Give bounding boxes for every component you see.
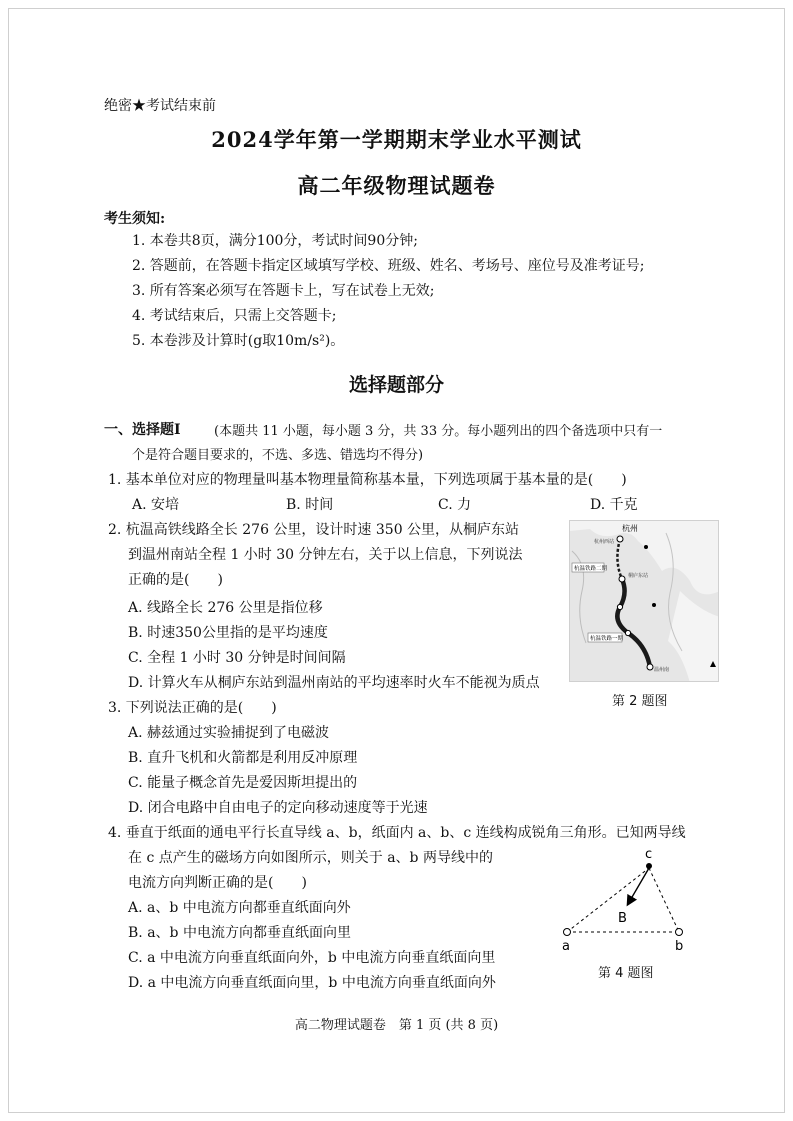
option: B. 时速350公里指的是平均速度 <box>128 625 328 641</box>
question-stem: 在 c 点产生的磁场方向如图所示，则关于 a、b 两导线中的 <box>128 850 493 866</box>
map-label-mid: 桐庐东站 <box>628 573 649 579</box>
question-stem: 正确的是( ) <box>128 572 223 588</box>
secret-label: 绝密★考试结束前 <box>104 98 216 114</box>
map-label-city: 杭州 <box>622 524 638 533</box>
option: D. 计算火车从桐庐东站到温州南站的平均速率时火车不能视为质点 <box>128 675 540 691</box>
page-footer: 高二物理试题卷 第 1 页 (共 8 页) <box>294 1018 499 1033</box>
point-a <box>564 929 571 936</box>
field-arrow <box>628 868 649 904</box>
notice-item: 1. 本卷共8页，满分100分，考试时间90分钟; <box>132 233 418 249</box>
option: B. 直升飞机和火箭都是利用反冲原理 <box>128 750 358 766</box>
notice-heading: 考生须知: <box>104 211 166 227</box>
section-title: 选择题部分 <box>348 374 444 396</box>
option: C. 力 <box>438 497 472 513</box>
figure-caption: 第 4 题图 <box>598 966 654 981</box>
map-label-line1: 杭温铁路一期 <box>590 636 624 642</box>
part-label: 一、选择题Ⅰ <box>104 422 181 438</box>
notice-item: 5. 本卷涉及计算时(g取10m/s²)。 <box>132 333 345 349</box>
point-b <box>676 929 683 936</box>
option: B. a、b 中电流方向都垂直纸面向里 <box>128 925 351 941</box>
line-bc <box>649 868 679 932</box>
exam-title: 2024学年第一学期期末学业水平测试 <box>211 127 582 152</box>
label-field: B <box>618 911 627 926</box>
point-c <box>646 863 652 869</box>
notice-item: 3. 所有答案必须写在答题卡上，写在试卷上无效; <box>132 283 435 299</box>
question-stem: 3. 下列说法正确的是( ) <box>108 700 277 716</box>
map-label-station: 杭州西站 <box>594 539 615 545</box>
label-a: a <box>562 939 570 954</box>
part-desc: (本题共 11 小题，每小题 3 分，共 33 分。每小题列出的四个备选项中只有一 <box>214 424 663 439</box>
question-stem: 2. 杭温高铁线路全长 276 公里，设计时速 350 公里，从桐庐东站 <box>108 522 520 538</box>
question-stem: 4. 垂直于纸面的通电平行长直导线 a、b，纸面内 a、b、c 连线构成锐角三角形。已知两导线 <box>108 825 686 841</box>
option: A. 安培 <box>132 497 180 513</box>
option: A. 线路全长 276 公里是指位移 <box>128 600 323 616</box>
exam-subtitle: 高二年级物理试题卷 <box>297 174 496 198</box>
option: A. a、b 中电流方向都垂直纸面向外 <box>128 900 351 916</box>
question-stem: 电流方向判断正确的是( ) <box>128 875 307 891</box>
map-label-end: 温州南 <box>654 667 670 673</box>
notice-item: 4. 考试结束后，只需上交答题卡; <box>132 308 337 324</box>
option: D. a 中电流方向垂直纸面向里，b 中电流方向垂直纸面向外 <box>128 975 496 991</box>
option: C. 全程 1 小时 30 分钟是时间间隔 <box>128 650 346 666</box>
option: C. a 中电流方向垂直纸面向外，b 中电流方向垂直纸面向里 <box>128 950 496 966</box>
question-stem: 1. 基本单位对应的物理量叫基本物理量简称基本量，下列选项属于基本量的是( ) <box>108 472 627 488</box>
railway-map-figure <box>569 520 719 682</box>
label-c: c <box>645 847 653 862</box>
option: A. 赫兹通过实验捕捉到了电磁波 <box>128 725 330 741</box>
railway-map <box>570 521 719 682</box>
triangle-figure <box>552 844 702 956</box>
map-label-line2: 杭温铁路二期 <box>574 566 608 572</box>
option: C. 能量子概念首先是爱因斯坦提出的 <box>128 775 358 791</box>
option: D. 闭合电路中自由电子的定向移动速度等于光速 <box>128 800 428 816</box>
label-b: b <box>675 939 684 954</box>
part-desc: 个是符合题目要求的，不选、多选、错选均不得分) <box>132 448 424 463</box>
notice-item: 2. 答题前，在答题卡指定区域填写学校、班级、姓名、考场号、座位号及准考证号; <box>132 258 645 274</box>
question-stem: 到温州南站全程 1 小时 30 分钟左右，关于以上信息，下列说法 <box>128 547 523 563</box>
figure-caption: 第 2 题图 <box>612 694 668 709</box>
option: B. 时间 <box>286 497 334 513</box>
option: D. 千克 <box>590 497 638 513</box>
line-ac <box>567 868 649 932</box>
